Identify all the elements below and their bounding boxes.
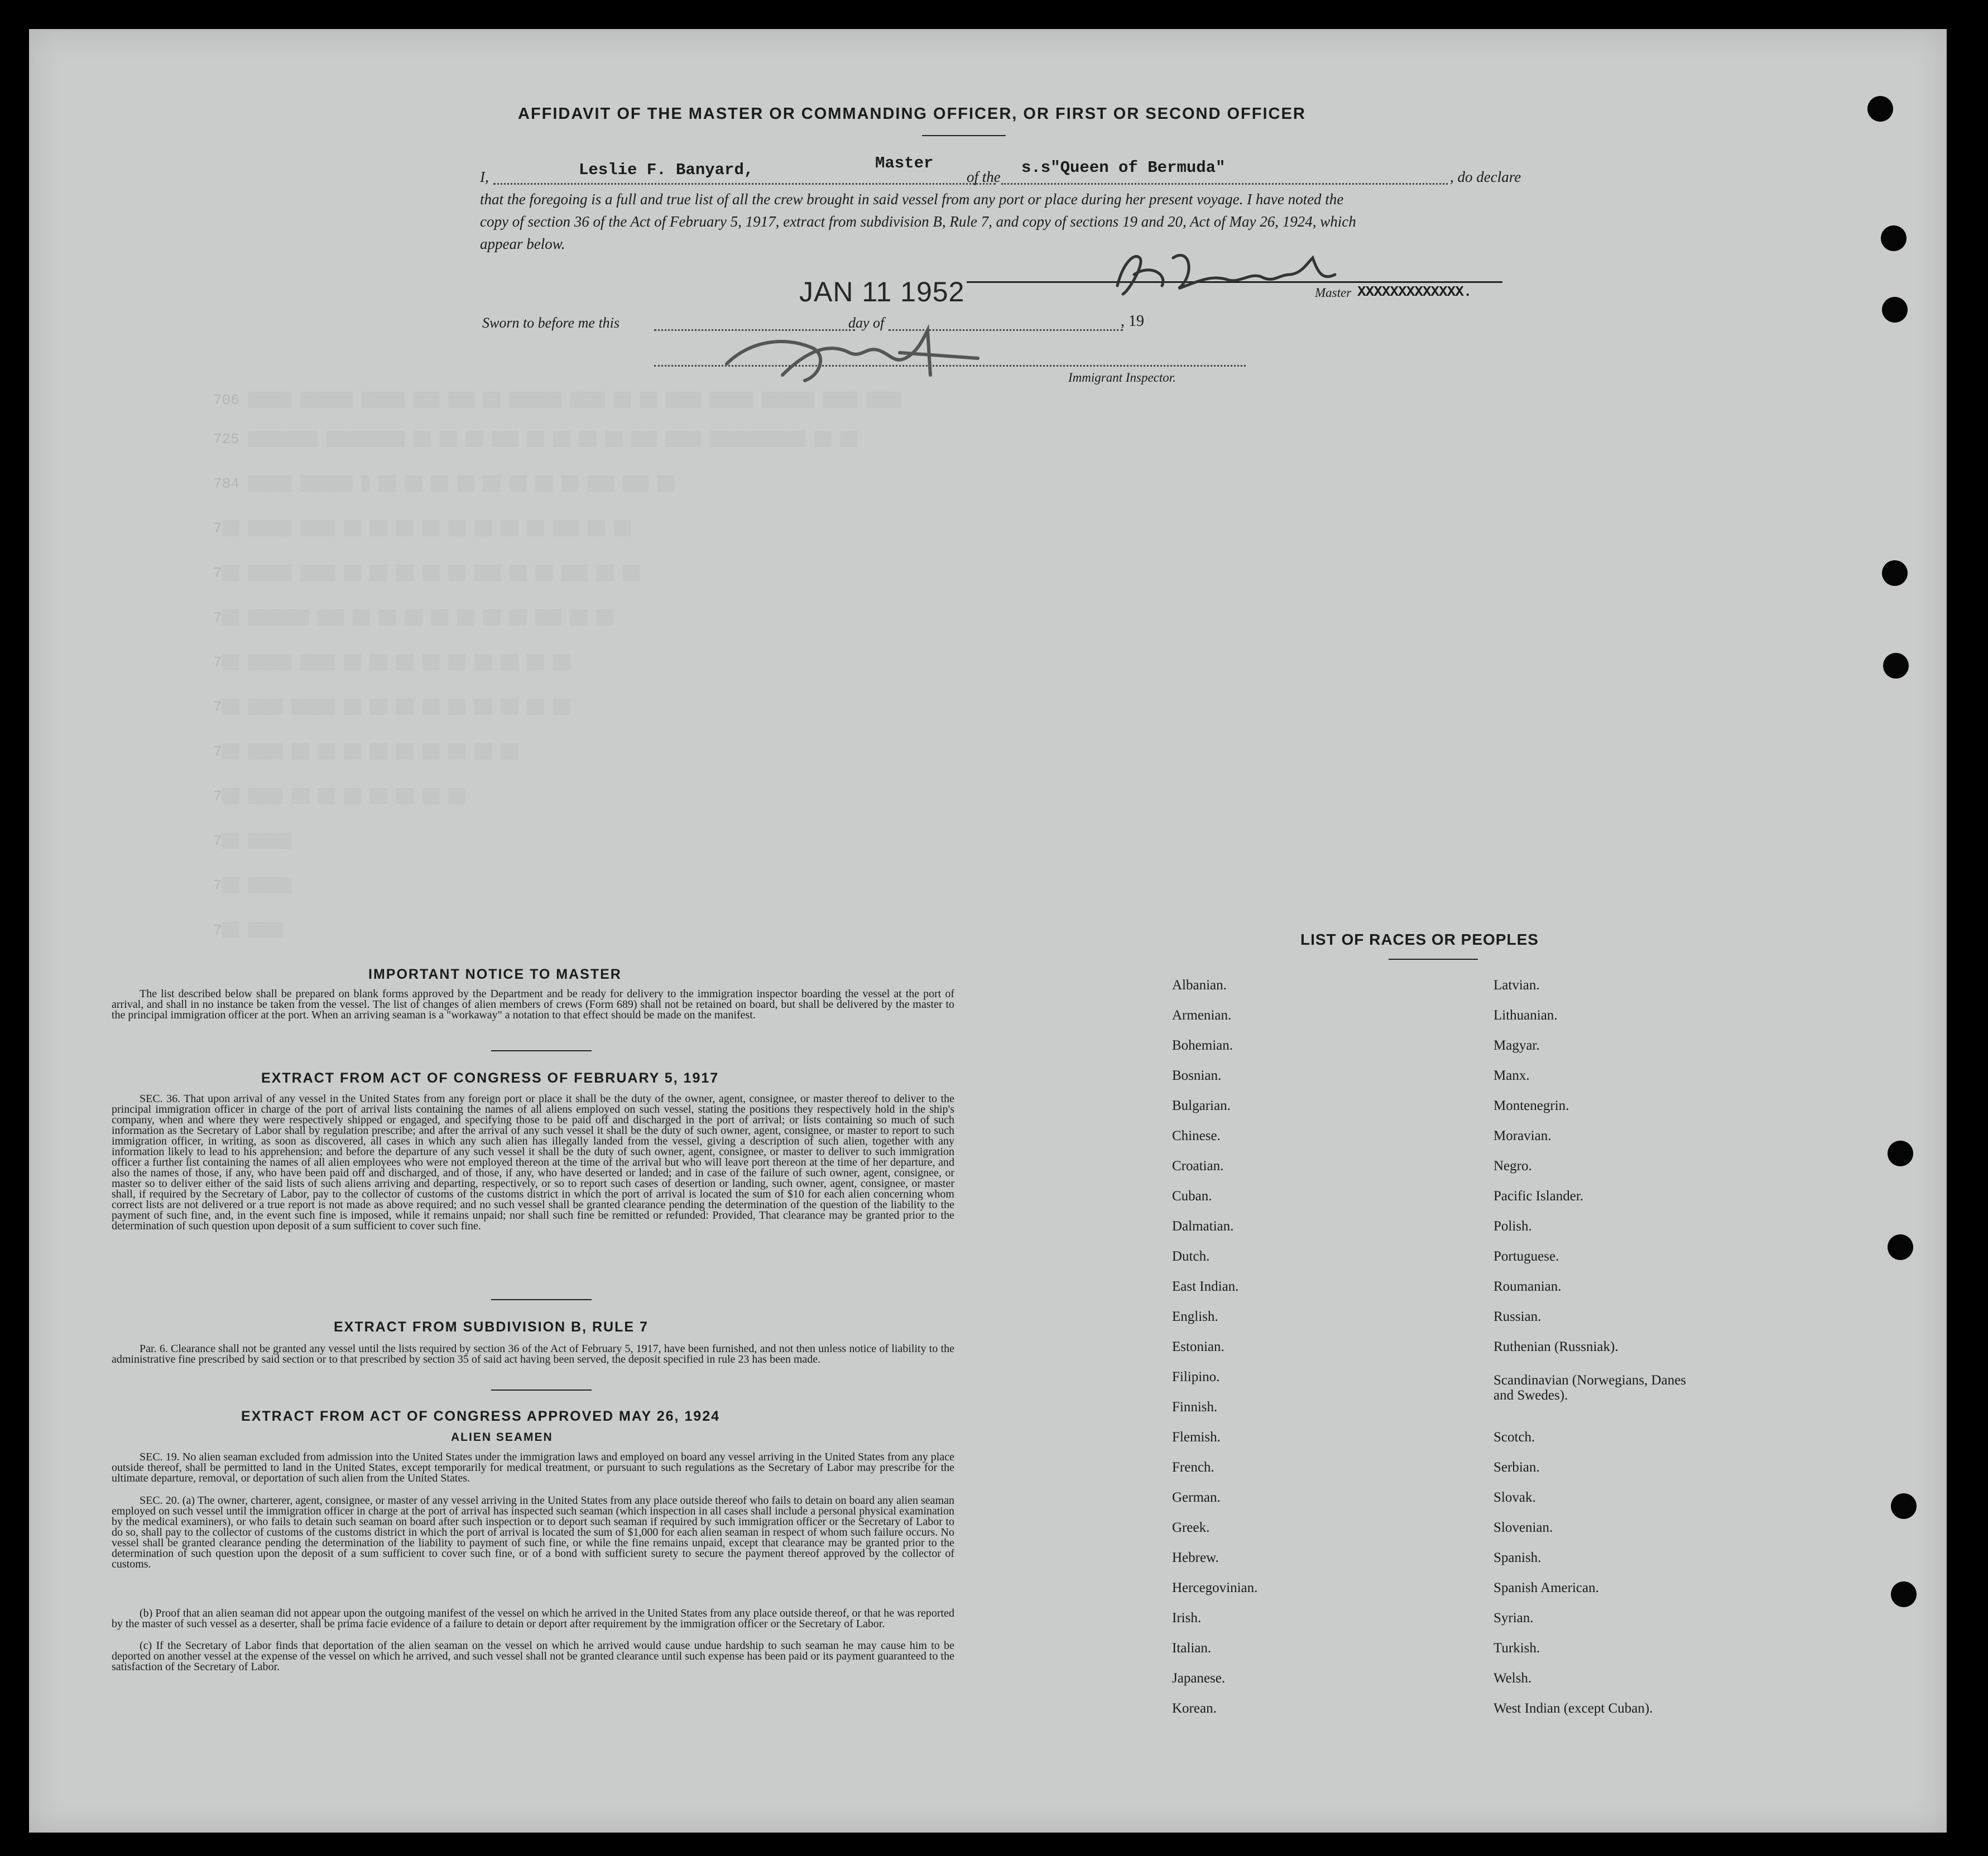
race-item: Montenegrin. — [1494, 1098, 1569, 1113]
sec20c-body: (c) If the Secretary of Labor finds that deportation of the alien seaman on the vessel on which he arrived would cause undue hardship to such seaman he may cause him to be deported on another vessel at the expense of the vessel on which he arrived, and such vessel shall not be granted clearance until such expense has been paid or its payment guaranteed to the satisfaction of the Secretary of Labor. — [112, 1639, 954, 1673]
race-item: Portuguese. — [1494, 1249, 1559, 1264]
race-item: Roumanian. — [1494, 1279, 1562, 1294]
race-item: Polish. — [1494, 1219, 1532, 1234]
master-name: Leslie F. Banyard, — [579, 161, 754, 179]
day-of-label: day of — [848, 315, 885, 331]
punch-hole — [1891, 1581, 1917, 1607]
race-item: Hercegovinian. — [1172, 1580, 1258, 1595]
extract-1917-rule — [491, 1299, 592, 1300]
i-label: I, — [480, 169, 489, 185]
declaration-line-4: appear below. — [480, 235, 565, 252]
sec20a-body: SEC. 20. (a) The owner, charterer, agent, consignee, or master of any vessel arriving in the United States from any place outside thereof who fails to detain on board any alien seaman employed on such vessel until the immigration officer in charge at the port of arrival has inspected such seaman (which inspection in all cases shall include a personal physical examination by the medical examiners), or who fails to detain such seaman on board after such inspection or to deport such seaman if required by such immigration officer or the Secretary of Labor to do so, shall pay to the collector of customs of the customs district in which the port of arrival is located the sum of $1,000 for each alien seaman in respect of whom such failure occurs. No vessel shall be granted clearance pending the determination of the liability to payment of such fine, or while the fine remains unpaid, except that clearance may be granted prior to the determination of such question upon the deposit of a sum sufficient to cover such fine, or of a bond with sufficient surety to secure the payment thereof approved by the collector of customs. — [112, 1494, 954, 1570]
race-item: Estonian. — [1172, 1339, 1225, 1354]
race-item: Armenian. — [1172, 1008, 1232, 1023]
punch-hole — [1888, 1234, 1913, 1260]
race-item: Chinese. — [1172, 1128, 1221, 1143]
race-item: Slovak. — [1494, 1490, 1536, 1505]
race-item: Irish. — [1172, 1610, 1202, 1626]
extract-1924-subtitle: ALIEN SEAMEN — [451, 1431, 553, 1444]
punch-hole — [1891, 1493, 1917, 1519]
of-the-label: of the — [967, 169, 1001, 185]
race-item: Scotch. — [1494, 1430, 1535, 1445]
race-item: Japanese. — [1172, 1671, 1226, 1686]
race-item: Pacific Islander. — [1494, 1189, 1584, 1204]
race-item: Russian. — [1494, 1309, 1542, 1324]
race-item: Dalmatian. — [1172, 1219, 1234, 1234]
race-item: Albanian. — [1172, 978, 1227, 993]
declaration-line-3: copy of section 36 of the Act of February 5, 1917, extract from subdivision B, Rule 7, and copy of sections 19 and 20, Act of May 26, 1924, which — [480, 213, 1356, 230]
vessel-name: s.s"Queen of Bermuda" — [1021, 158, 1226, 177]
race-item: Greek. — [1172, 1520, 1210, 1535]
race-item: Manx. — [1494, 1068, 1530, 1083]
race-item: Lithuanian. — [1494, 1008, 1558, 1023]
race-item: Spanish. — [1494, 1550, 1542, 1565]
race-item: Welsh. — [1494, 1671, 1532, 1686]
rule7-title: EXTRACT FROM SUBDIVISION B, RULE 7 — [334, 1319, 649, 1335]
master-rank: Master — [875, 154, 934, 172]
race-item: Filipino. — [1172, 1369, 1220, 1384]
date-stamp: JAN 11 1952 — [799, 276, 965, 307]
races-rule — [1389, 959, 1478, 960]
races-title: LIST OF RACES OR PEOPLES — [1300, 931, 1539, 948]
notice-title: IMPORTANT NOTICE TO MASTER — [368, 967, 622, 982]
race-item: Dutch. — [1172, 1249, 1210, 1264]
race-item: Syrian. — [1494, 1610, 1534, 1626]
race-item: Ruthenian (Russniak). — [1494, 1339, 1619, 1354]
punch-hole — [1882, 560, 1908, 586]
punch-hole — [1883, 653, 1909, 679]
punch-hole — [1867, 96, 1893, 122]
document-sheet: 706 ▒▒▒▒▒ ▒▒▒▒▒▒ ▒▒▒▒▒ ▒▒▒ ▒▒▒ ▒▒ ▒▒▒▒▒▒ ▒▒▒▒ ▒▒ ▒▒ ▒▒▒▒ ▒▒▒▒▒ ▒▒▒▒▒▒ ▒▒▒▒ ▒▒▒▒ 725 ▒▒▒▒▒▒▒▒ ▒▒▒▒▒▒▒▒▒ ▒▒ ▒▒ ▒▒ ▒▒▒ ▒▒ ▒▒ ▒▒ ▒▒ ▒▒▒ ▒▒▒▒ ▒▒▒▒▒▒▒▒▒▒▒ ▒▒ ▒▒ 784 ▒▒▒▒▒ ▒▒▒▒▒▒ ▒ ▒▒ ▒▒ ▒▒ ▒▒ ▒▒ ▒▒ ▒▒ ▒▒ ▒▒▒ ▒▒▒ ▒▒ 7▒▒ ▒▒▒▒▒ ▒▒▒▒ ▒▒ ▒▒ ▒▒ ▒▒ ▒▒ ▒▒ ▒▒ ▒▒ ▒▒▒ ▒▒ ▒▒ 7▒▒ ▒▒▒▒▒ ▒▒▒▒ ▒▒ ▒▒ ▒▒ ▒▒ ▒▒ ▒▒▒ ▒▒ ▒▒ ▒▒▒ ▒▒ ▒▒ 7▒▒ ▒▒▒▒▒▒▒ ▒▒▒ ▒▒ ▒▒ ▒▒ ▒▒ ▒▒ ▒▒ ▒▒ ▒▒▒ ▒▒ ▒▒ 7▒▒ ▒▒▒▒▒ ▒▒▒▒ ▒▒ ▒▒ ▒▒ ▒▒ ▒▒ ▒▒ ▒▒ ▒▒ ▒▒ 7▒▒ ▒▒▒▒ ▒▒▒▒▒ ▒▒ ▒▒ ▒▒ ▒▒ ▒▒ ▒▒ ▒▒ ▒▒ ▒▒ 7▒▒ ▒▒▒▒ ▒▒ ▒▒ ▒▒ ▒▒ ▒▒ ▒▒ ▒▒ ▒▒ ▒▒ 7▒▒ ▒▒▒▒ ▒▒ ▒▒ ▒▒ ▒▒ ▒▒ ▒▒ ▒▒ 7▒▒ ▒▒▒▒▒ 7▒▒ ▒▒▒▒▒ 7▒▒ ▒▒▒▒ AFFIDAVIT OF THE MASTER OR COMMANDING OFFICER, OR FIRST OR SECOND OFFICER I, Leslie F. Banyard, Master of the s.s"Queen of Bermuda" , do declare that the foregoing is a full and true list of all the crew brought in said vessel from any port or place during her present voyage. I have noted the copy of section 36 of the Act of February 5, 1917, extract from subdivision B, Rule 7, and copy of sections 19 and 20, Act of May 26, 1924, which appear below. Master XXXXXXXXXXXXX. Sworn to before me this JAN 11 1952 day of , 19 Immigrant Inspector. IMPORTANT NOTICE TO MASTER The list described below shall be prepared on blank forms approved by the Department and be ready for delivery to the immigration inspector boarding the vessel at the port of arrival, and shall in no instance be taken from the vessel. The list of changes of alien members of crews (Form 689) shall not be retained on board, but shall be delivered by the master to the principal immigration officer at the port. When an arriving seaman is a "workaway" a notation to that effect should be made on the manifest. EXTRACT FROM ACT OF CONGRESS OF FEBRUARY 5, 1917 SEC. 36. That upon arrival of any vessel in the United States from any foreign port or place it shall be the duty of the owner, agent, consignee, or master thereof to deliver to the principal immigration officer in charge of the port of arrival lists containing the names of all aliens employed on such vessel, stating the positions they respectively hold in the ship's company, when and where they were respectively shipped or engaged, and specifying those to be paid off and discharged in the port of arrival; or lists containing so much of such information as the Secretary of Labor shall by regulation prescribe; and after the arrival of any such vessel it shall be the duty of such owner, agent, consignee, or master to report to such immigration officer, in writing, as soon as discovered, all cases in which any such alien has illegally landed from the vessel, giving a description of such alien, together with any information likely to lead to his apprehension; and before the departure of any such vessel it shall be the duty of such owner, agent, consignee, or master to deliver to such immigration officer a further list containing the names of all alien employees who were not employed thereon at the time of the arrival but who will leave port thereon at the time of her departure, and also the names of those, if any, who have been paid off and discharged, and of those, if any, who have deserted or landed; and in case of the failure of such owner, agent, consignee, or master so to deliver either of the said lists of such aliens arriving and departing, respectively, or so to report such cases of desertion or landing, such owner, agent, consignee, or master shall, if required by the Secretary of Labor, pay to the collector of customs of the customs district in which the port of arrival is located the sum of $10 for each alien concerning whom correct lists are not delivered or a true report is not made as above required; and no such vessel shall be granted clearance pending the determination of the question of the liability to the payment of such fine, and, in the event such fine is imposed, while it remains unpaid; nor shall such fine be remitted or refunded: Provided, That clearance may be granted prior to the determination of such question upon deposit of a sum sufficient to cover such fine. EXTRACT FROM SUBDIVISION B, RULE 7 Par. 6. Clearance shall not be granted any vessel until the lists required by section 36 of the Act of February 5, 1917, have been furnished, and not then unless notice of liability to the administrative fine prescribed by said section or to that prescribed by section 35 of said act having been served, the deposit specified in rule 23 has been made. EXTRACT FROM ACT OF CONGRESS APPROVED MAY 26, 1924 ALIEN SEAMEN SEC. 19. No alien seaman excluded from admission into the United States under the immigration laws and employed on board any vessel arriving in the United States from any place outside thereof, shall be permitted to land in the United States, except temporarily for medical treatment, or pursuant to such regulations as the Secretary of Labor may prescribe for the ultimate departure, removal, or deportation of such alien from the United States. SEC. 20. (a) The owner, charterer, agent, consignee, or master of any vessel arriving in the United States from any place outside thereof who fails to detain on board any alien seaman employed on such vessel until the immigration officer in charge at the port of arrival has inspected such seaman (which inspection in all cases shall include a personal physical examination by the medical examiners), or who fails to detain such seaman on board after such inspection or to deport such seaman if required by such immigration officer or the Secretary of Labor to do so, shall pay to the collector of customs of the customs district in which the port of arrival is located the sum of $1,000 for each alien seaman in respect of whom such failure occurs. No vessel shall be granted clearance pending the determination of the liability to payment of such fine, or while the fine remains unpaid, except that clearance may be granted prior to the determination of such question upon the deposit of a sum sufficient to cover such fine, or of a bond with sufficient surety to secure the payment thereof approved by the collector of customs. (b) Proof that an alien seaman did not appear upon the outgoing manifest of the vessel on which he arrived in the United States from any place outside thereof, or that he was reported by the master of such vessel as a deserter, shall be prima facie evidence of a failure to detain or deport after requirement by the immigration officer or the Secretary of Labor. (c) If the Secretary of Labor finds that deportation of the alien seaman on the vessel on which he arrived would cause undue hardship to such seaman he may cause him to be deported on another vessel at the expense of the vessel on which he arrived, and such vessel shall not be granted clearance until such expense has been paid or its payment guaranteed to the satisfaction of the Secretary of Labor. LIST OF RACES OR PEOPLES Albanian. Armenian. Bohemian. Bosnian. Bulgarian. Chinese. Croatian. Cuban. Dalmatian. Dutch. East Indian. English. Estonian. Filipino. Finnish. Flemish. French. German. Greek. Hebrew. Hercegovinian. Irish. Italian. Japanese. Korean. Latvian. Lithuanian. Magyar. Manx. Montenegrin. Moravian. Negro. Pacific Islander. Polish. Portuguese. Roumanian. Russian. Ruthenian (Russniak). Scandinavian (Norwegians, Danes and Swedes). Scotch. Serbian. Slovak. Slovenian. Spanish. Spanish American. Syrian. Turkish. Welsh. West Indian (except Cuban). — [29, 29, 1947, 1833]
do-declare-label: , do declare — [1450, 169, 1521, 185]
race-item: Hebrew. — [1172, 1550, 1219, 1565]
race-item: Spanish American. — [1494, 1580, 1599, 1595]
race-item: Magyar. — [1494, 1038, 1540, 1053]
race-item: Korean. — [1172, 1701, 1217, 1716]
inspector-signature — [716, 319, 1006, 392]
race-item: English. — [1172, 1309, 1218, 1324]
master-label: Master — [1315, 286, 1352, 300]
notice-body: The list described below shall be prepared on blank forms approved by the Department and be ready for delivery to the immigration inspector boarding the vessel at the port of arrival, and shall in no instance be taken from the vessel. The list of changes of alien members of crews (Form 689) shall not be retained on board, but shall be delivered by the master to the principal immigration officer at the port. When an arriving seaman is a "workaway" a notation to that effect should be made on the manifest. — [112, 988, 954, 1021]
extract-1917-body: SEC. 36. That upon arrival of any vessel in the United States from any foreign port or place it shall be the duty of the owner, agent, consignee, or master thereof to deliver to the principal immigration officer in charge of the port of arrival lists containing the names of all aliens employed on such vessel, stating the positions they respectively hold in the ship's company, when and where they were respectively shipped or engaged, and specifying those to be paid off and discharged in the port of arrival; or lists containing so much of such information as the Secretary of Labor shall by regulation prescribe; and after the arrival of any such vessel it shall be the duty of such owner, agent, consignee, or master to report to such immigration officer, in writing, as soon as discovered, all cases in which any such alien has illegally landed from the vessel, giving a description of such alien, together with any information likely to lead to his apprehension; and before the departure of any such vessel it shall be the duty of such owner, agent, consignee, or master to deliver to such immigration officer a further list containing the names of all alien employees who were not employed thereon at the time of the arrival but who will leave port thereon at the time of her departure, and also the names of those, if any, who have been paid off and discharged, and of those, if any, who have deserted or landed; and in case of the failure of such owner, agent, consignee, or master so to deliver either of the said lists of such aliens arriving and departing, respectively, or so to report such cases of desertion or landing, such owner, agent, consignee, or master shall, if required by the Secretary of Labor, pay to the collector of customs of the customs district in which the port of arrival is located the sum of $10 for each alien concerning whom correct lists are not delivered or a true report is not made as above required; and no such vessel shall be granted clearance pending the determination of the question of the liability to the payment of such fine, and, in the event such fine is imposed, while it remains unpaid; nor shall such fine be remitted or refunded: Provided, That clearance may be granted prior to the determination of such question upon deposit of a sum sufficient to cover such fine. — [112, 1093, 954, 1232]
vessel-line — [1001, 183, 1448, 185]
race-item: Flemish. — [1172, 1430, 1221, 1445]
rule7-rule — [491, 1389, 592, 1391]
race-item: Latvian. — [1494, 978, 1540, 993]
race-item: Italian. — [1172, 1641, 1212, 1656]
race-item: West Indian (except Cuban). — [1494, 1701, 1653, 1716]
race-item: East Indian. — [1172, 1279, 1239, 1294]
race-item: Croatian. — [1172, 1158, 1224, 1174]
extract-1917-title: EXTRACT FROM ACT OF CONGRESS OF FEBRUARY 5, 1917 — [261, 1070, 719, 1086]
race-item: Cuban. — [1172, 1189, 1212, 1204]
sec20b-body: (b) Proof that an alien seaman did not appear upon the outgoing manifest of the vessel on which he arrived in the United States from any place outside thereof, or that he was reported by the master of such vessel as a deserter, shall be prima facie evidence of a failure to detain or deport after requirement by the immigration officer or the Secretary of Labor. — [112, 1607, 954, 1630]
race-item: French. — [1172, 1460, 1214, 1475]
race-item: Scandinavian (Norwegians, Danes and Swedes). — [1494, 1373, 1687, 1403]
punch-hole — [1881, 225, 1907, 251]
race-item: German. — [1172, 1490, 1221, 1505]
rule7-body: Par. 6. Clearance shall not be granted any vessel until the lists required by section 36 of the Act of February 5, 1917, have been furnished, and not then unless notice of liability to the administrative fine prescribed by said section or to that prescribed by section 35 of said act having been served, the deposit specified in rule 23 has been made. — [112, 1343, 954, 1365]
extract-1924-title: EXTRACT FROM ACT OF CONGRESS APPROVED MAY 26, 1924 — [241, 1408, 721, 1424]
year-label: , 19 — [1121, 312, 1144, 330]
race-item: Slovenian. — [1494, 1520, 1553, 1535]
name-line — [493, 183, 996, 185]
sec19-body: SEC. 19. No alien seaman excluded from admission into the United States under the immigration laws and employed on board any vessel arriving in the United States from any place outside thereof, shall be permitted to land in the United States, except temporarily for medical treatment, or pursuant to such regulations as the Secretary of Labor may prescribe for the ultimate departure, removal, or deportation of such alien from the United States. — [112, 1451, 954, 1484]
race-item: Serbian. — [1494, 1460, 1540, 1475]
declaration-line-2: that the foregoing is a full and true list of all the crew brought in said vessel from any port or place during her present voyage. I have noted the — [480, 191, 1344, 208]
sworn-label: Sworn to before me this — [482, 315, 620, 331]
master-strike: XXXXXXXXXXXXX. — [1357, 283, 1472, 300]
punch-hole — [1882, 297, 1908, 323]
race-item: Bulgarian. — [1172, 1098, 1231, 1113]
race-item: Bohemian. — [1172, 1038, 1233, 1053]
race-item: Negro. — [1494, 1158, 1532, 1174]
punch-hole — [1888, 1141, 1913, 1166]
race-item: Bosnian. — [1172, 1068, 1222, 1083]
race-item: Moravian. — [1494, 1128, 1552, 1143]
inspector-label: Immigrant Inspector. — [1068, 371, 1176, 384]
race-item: Finnish. — [1172, 1400, 1218, 1415]
notice-rule — [491, 1050, 592, 1051]
title-rule — [922, 135, 1006, 136]
affidavit-title: AFFIDAVIT OF THE MASTER OR COMMANDING OFFICER, OR FIRST OR SECOND OFFICER — [518, 105, 1306, 123]
race-item: Turkish. — [1494, 1641, 1540, 1656]
